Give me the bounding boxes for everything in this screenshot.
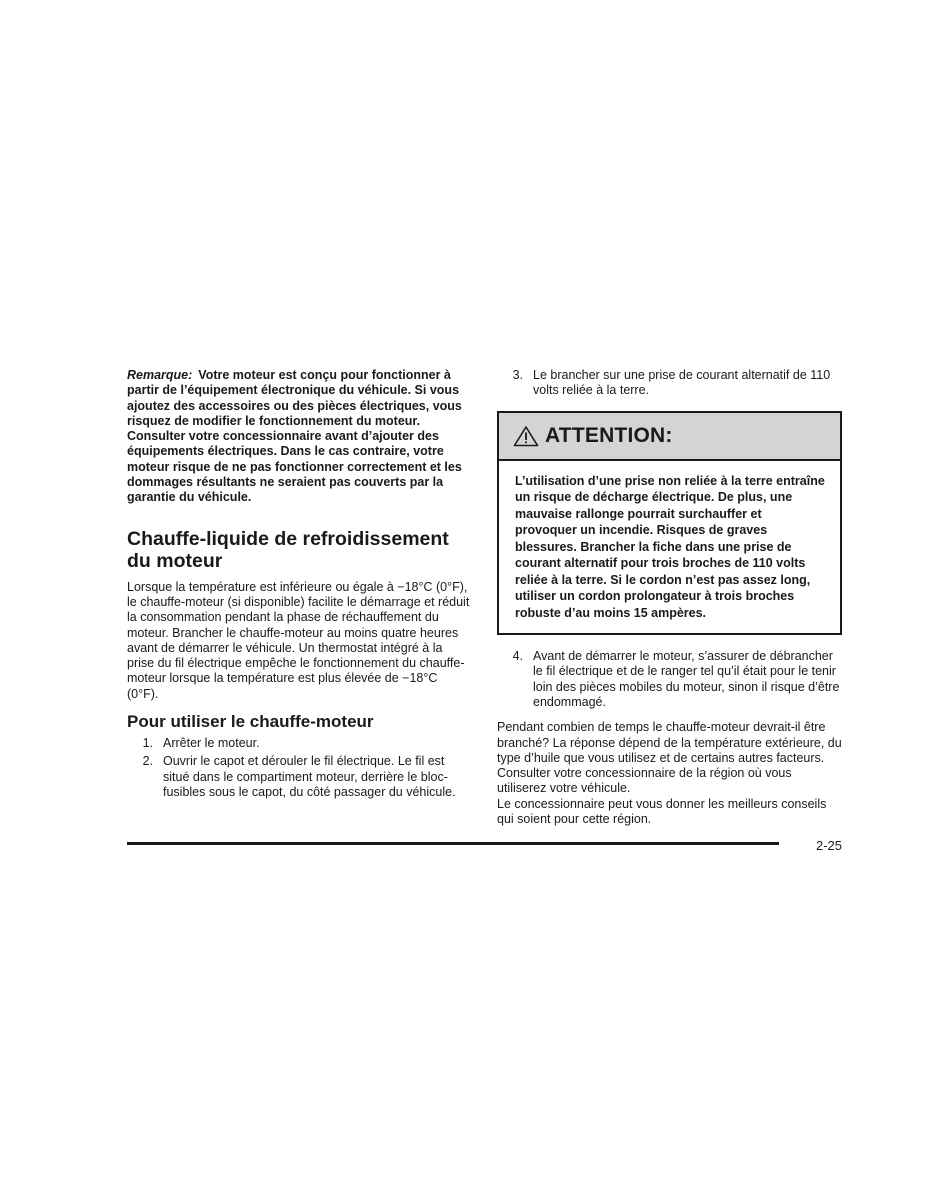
list-item xyxy=(127,754,470,800)
list-item xyxy=(127,736,470,751)
left-column xyxy=(127,368,470,803)
list-item xyxy=(497,649,842,710)
list-item xyxy=(497,368,842,399)
note-paragraph xyxy=(127,368,470,506)
steps-list-right-bottom xyxy=(497,649,842,710)
step-text: Le brancher sur une prise de courant alternatif de 110 volts reliée à la terre. xyxy=(533,368,831,398)
warning-box xyxy=(497,411,842,636)
dealer-paragraph: Le concessionnaire peut vous donner les meilleurs conseils qui soient pour cette région. xyxy=(497,796,827,827)
duration-paragraph: Pendant combien de temps le chauffe-moteur devrait-il être branché? La réponse dépend de la température extérieure, du type d’huile que vous utilisez et de certains autres facteurs. Consulter votre concessionnaire de la région où vous utiliserez votre véhicule. xyxy=(497,720,842,796)
step-text: Arrêter le moteur. xyxy=(163,736,260,751)
warning-label: ATTENTION: xyxy=(545,423,673,447)
note-label: Remarque: xyxy=(127,368,193,382)
subsection-title: Pour utiliser le chauffe-moteur xyxy=(127,712,374,732)
page-number: 2-25 xyxy=(815,838,842,853)
step-text: Avant de démarrer le moteur, s’assurer de débrancher le fil électrique et de le ranger tel qu’il était pour le tenir loin des pièces mobiles du moteur, sinon il risque d’être endommagé. xyxy=(533,649,840,709)
section-title: Chauffe-liquide de refroidissement du moteur xyxy=(127,527,449,572)
footer-rule xyxy=(127,842,779,845)
section-body: Lorsque la température est inférieure ou égale à −18°C (0°F), le chauffe-moteur (si disponible) facilite le démarrage et réduit la consommation pendant la phase de réchauffement du moteur. Brancher le chauffe-moteur au moins quatre heures avant de démarrer le véhicule. Un thermostat intégré à la prise du fil électrique empêche le fonctionnement du chauffe-moteur lorsque la température est plus élevée de −18°C (0°F). xyxy=(127,579,470,701)
step-number: 4. xyxy=(512,649,523,664)
note-text: Votre moteur est conçu pour fonctionner à partir de l’équipement électronique du véhicule. Si vous ajoutez des accessoires ou des pièces électriques, vous risquez de modifier le fonctionnement du moteur. Consulter votre concessionnaire avant d’ajouter des équipements électriques. Dans le cas contraire, votre moteur risque de ne pas fonctionner correctement et les dommages résultants ne seraient pas couverts par la garantie du véhicule. xyxy=(127,368,462,505)
steps-list-right-top xyxy=(497,368,842,399)
warning-header xyxy=(499,413,840,461)
warning-triangle-icon xyxy=(513,425,539,447)
step-number: 2. xyxy=(142,754,153,769)
step-number: 1. xyxy=(142,736,153,751)
steps-list-left xyxy=(127,736,470,800)
step-text: Ouvrir le capot et dérouler le fil électrique. Le fil est situé dans le compartiment moteur, derrière le bloc-fusibles sous le capot, du côté passager du véhicule. xyxy=(163,754,456,799)
right-column xyxy=(497,368,842,827)
step-number: 3. xyxy=(512,368,523,382)
warning-text: L’utilisation d’une prise non reliée à la terre entraîne un risque de décharge électrique. De plus, une mauvaise rallonge pourrait surchauffer et provoquer un incendie. Risques de graves blessures. Brancher la fiche dans une prise de courant alternatif pour trois broches de 110 volts reliée à la terre. Si le cordon n’est pas assez long, utiliser un cordon prolongateur à trois broches robuste d’au moins 15 ampères. xyxy=(515,473,825,620)
